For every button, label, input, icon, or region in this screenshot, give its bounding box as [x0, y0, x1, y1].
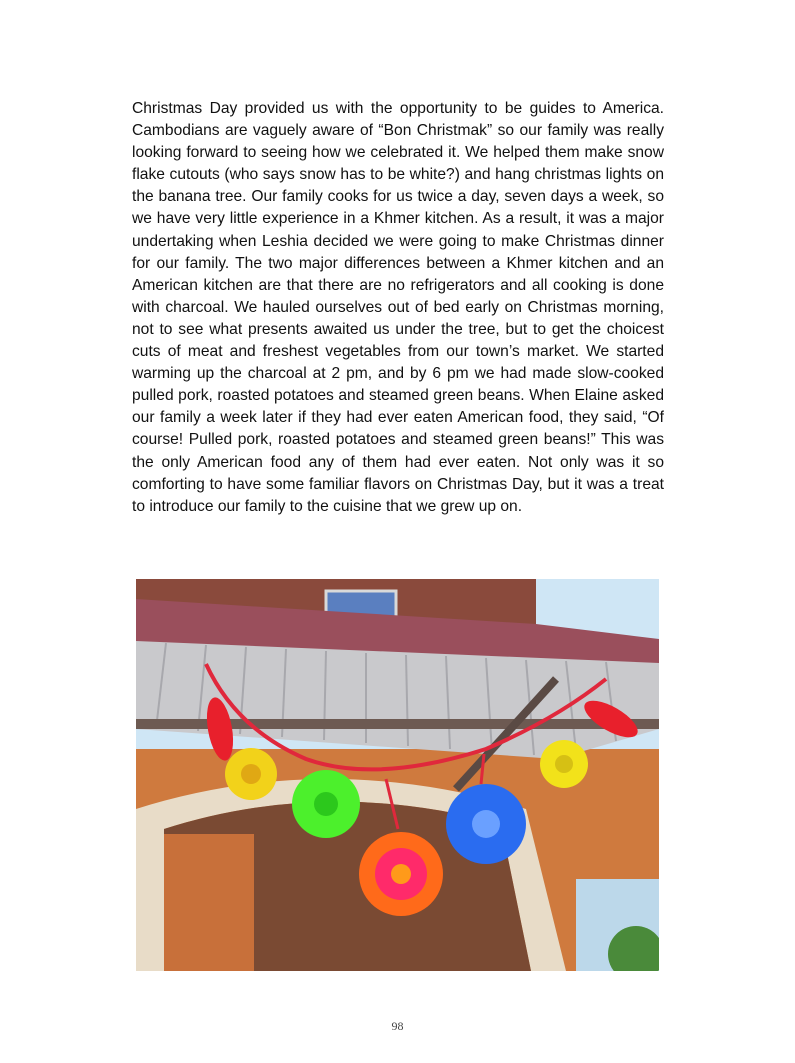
- photo-illustration: [136, 579, 659, 971]
- yellow-snowflake-left: [225, 748, 277, 800]
- blue-snowflake: [446, 784, 526, 864]
- orange-snowflake: [359, 832, 443, 916]
- inner-wall: [164, 834, 254, 971]
- page-number: 98: [391, 1019, 404, 1033]
- body-paragraph: Christmas Day provided us with the opportunity to be guides to America. Cambodians are vaguely aware of “Bon Christmak” so our family was really looking forward to seeing how we celebrated it. We helped them make snow flake cutouts (who says snow has to be white?) and hang christmas lights on the banana tree. Our family cooks for us twice a day, seven days a week, so we have very little experience in a Khmer kitchen. As a result, it was a major undertaking when Leshia decided we were going to make Christmas dinner for our family. The two major differences between a Khmer kitchen and an American kitchen are that there are no refrigerators and all cooking is done with charcoal. We hauled ourselves out of bed early on Christmas morning, not to see what presents awaited us under the tree, but to get the choicest cuts of meat and freshest vegetables from our town’s market. We started warming up the charcoal at 2 pm, and by 6 pm we had made slow-cooked pulled pork, roasted potatoes and steamed green beans. When Elaine asked our family a week later if they had ever eaten American food, they said, “Of course! Pulled pork, roasted potatoes and steamed green beans!” This was the only American food any of them had ever eaten. Not only was it so comforting to have some familiar flavors on Christmas Day, but it was a treat to introduce our family to the cuisine that we grew up on.: [132, 100, 664, 515]
- yellow-snowflake-right: [540, 740, 588, 788]
- green-snowflake: [292, 770, 360, 838]
- christmas-decorations-photo: [136, 579, 659, 971]
